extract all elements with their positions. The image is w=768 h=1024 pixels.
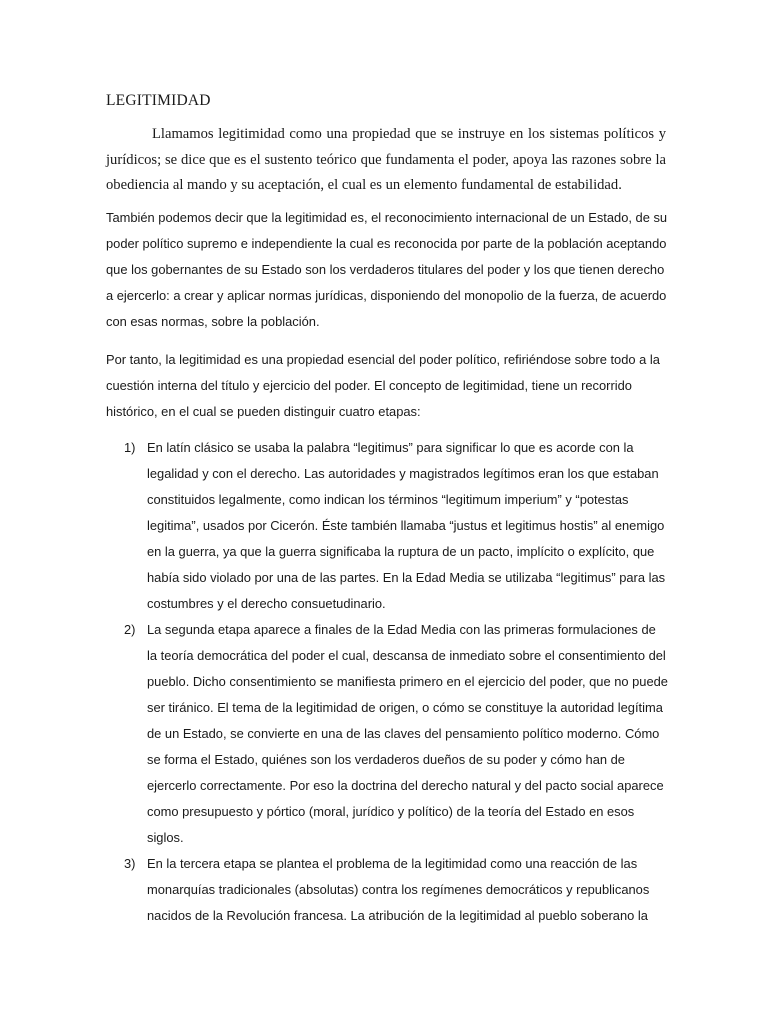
list-item-number: 1) [124, 440, 136, 455]
list-item [106, 851, 668, 929]
paragraph-historical-stages: Por tanto, la legitimidad es una propiedad esencial del poder político, refiriéndose sobre todo a la cuestión interna del título y ejercicio del poder. El concepto de legitimidad, tiene un recorrido histórico, en el cual se pueden distinguir cuatro etapas: [106, 352, 660, 419]
stages-list [106, 435, 668, 929]
list-item-text: En la tercera etapa se plantea el problema de la legitimidad como una reacción de las monarquías tradicionales (absolutas) contra los regímenes democráticos y republicanos nacidos de la Revolución francesa. La atribución de la legitimidad al pueblo soberano la [147, 856, 650, 923]
list-item [106, 435, 668, 617]
paragraph-legitimidad-definition: También podemos decir que la legitimidad es, el reconocimiento internacional de un Estado, de su poder político supremo e independiente la cual es reconocida por parte de la población aceptando que los gobernantes de su Estado son los verdaderos titulares del poder y los que tienen derecho a ejercerlo: a crear y aplicar normas jurídicas, disponiendo del monopolio de la fuerza, de acuerdo con esas normas, sobre la población. [106, 210, 668, 329]
list-item-text: En latín clásico se usaba la palabra “legitimus” para significar lo que es acorde con la legalidad y con el derecho. Las autoridades y magistrados legítimos eran los que estaban constituidos legalmente, como indican los términos “legitimum imperium” y “potestas legitima”, usados por Cicerón. Éste también llamaba “justus et legitimus hostis” al enemigo en la guerra, ya que la guerra significaba la ruptura de un pacto, implícito o explícito, que había sido violado por una de las partes. En la Edad Media se utilizaba “legitimus” para las costumbres y el derecho consuetudinario. [147, 440, 666, 611]
list-item [106, 617, 668, 851]
list-item-text: La segunda etapa aparece a finales de la Edad Media con las primeras formulaciones de la teoría democrática del poder el cual, descansa de inmediato sobre el consentimiento del pueblo. Dicho consentimiento se manifiesta primero en el ejercicio del poder, que no puede ser tiránico. El tema de la legitimidad de origen, o cómo se constituye la autoridad legítima de un Estado, se convierte en una de las claves del pensamiento político moderno. Cómo se forma el Estado, quiénes son los verdaderos dueños de su poder y cómo han de ejercerlo correctamente. Por eso la doctrina del derecho natural y del pacto social aparece como presupuesto y pórtico (moral, jurídico y político) de la teoría del Estado en esos siglos. [147, 622, 668, 845]
list-item-number: 3) [124, 856, 136, 871]
document-title: LEGITIMIDAD [106, 92, 211, 109]
list-item-number: 2) [124, 622, 136, 637]
intro-paragraph: Llamamos legitimidad como una propiedad que se instruye en los sistemas políticos y jurídicos; se dice que es el sustento teórico que fundamenta el poder, apoya las razones sobre la obediencia al mando y su aceptación, el cual es un elemento fundamental de estabilidad. [106, 126, 666, 193]
